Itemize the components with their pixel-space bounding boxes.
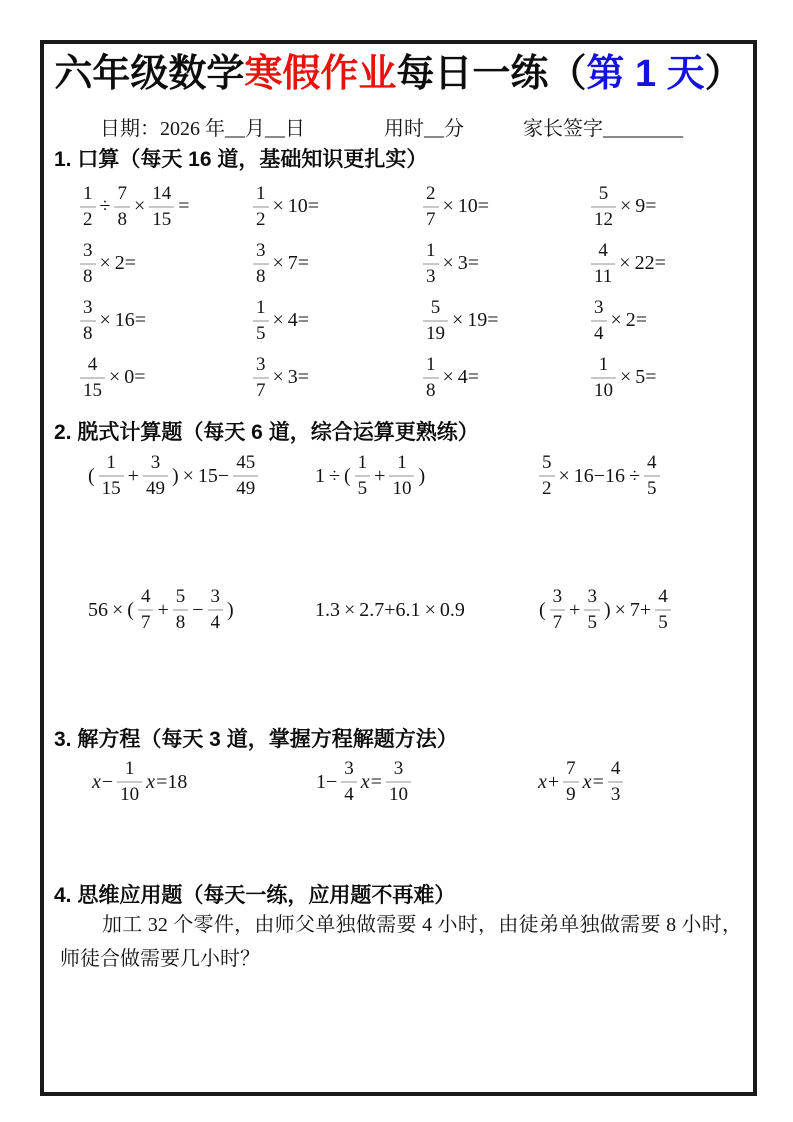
oral-problem: $\frac{4}{11}$ × 22=	[589, 235, 750, 292]
title-daily: 每日一练	[396, 53, 549, 95]
title-day-blue: 第 1 天	[586, 53, 705, 95]
oral-problem: $\frac{5}{12}$ × 9=	[589, 178, 750, 235]
fraction: $\frac{1}{5}$	[355, 452, 371, 500]
title-grade: 六年级数学	[54, 53, 245, 95]
title-paren-close: ）	[704, 53, 743, 95]
equation-problems-grid	[90, 753, 750, 811]
fraction: $\frac{3}{49}$	[143, 452, 168, 500]
oral-problem: $\frac{4}{15}$ × 0=	[78, 349, 251, 406]
fraction: $\frac{4}{7}$	[138, 586, 154, 634]
fraction: $\frac{7}{8}$	[114, 183, 130, 231]
evaluate-problem: 56 × ( $\frac{4}{7}$ + $\frac{5}{8}$ − $\frac{3}{4}$ )	[88, 586, 234, 633]
evaluate-problem: 1.3 × 2.7+6.1 × 0.9	[315, 598, 465, 621]
fraction: $\frac{1}{10}$	[389, 452, 414, 500]
fraction: $\frac{3}{5}$	[584, 586, 600, 634]
word-problem-text: 加工 32 个零件，由师父单独做需要 4 小时，由徒弟单独做需要 8 小时，师徒合做需要几小时？	[60, 914, 742, 970]
oral-problem: $\frac{2}{7}$ × 10=	[421, 178, 589, 235]
fraction: $\frac{14}{15}$	[149, 183, 174, 231]
section-3-heading: 3. 解方程（每天 3 道，掌握方程解题方法）	[54, 728, 458, 751]
fraction: $\frac{3}{4}$	[208, 586, 224, 634]
fraction: $\frac{3}{8}$	[253, 240, 269, 288]
fraction: $\frac{3}{8}$	[80, 297, 96, 345]
fraction: $\frac{1}{2}$	[80, 183, 96, 231]
equation-problem: x+ $\frac{7}{9}$ x= $\frac{4}{3}$	[536, 753, 750, 811]
oral-problem: $\frac{3}{8}$ × 16=	[78, 292, 251, 349]
oral-problem: $\frac{3}{7}$ × 3=	[251, 349, 421, 406]
section-1-heading: 1. 口算（每天 16 道，基础知识更扎实）	[54, 148, 428, 171]
fraction: $\frac{1}{3}$	[423, 240, 439, 288]
title-holiday-red: 寒假作业	[244, 53, 397, 95]
fraction: $\frac{5}{8}$	[173, 586, 189, 634]
oral-problem: $\frac{1}{5}$ × 4=	[251, 292, 421, 349]
title-paren-open: （	[548, 53, 587, 95]
evaluate-problem: 1 ÷ ( $\frac{1}{5}$ + $\frac{1}{10}$ )	[315, 452, 426, 499]
fraction: $\frac{5}{2}$	[539, 452, 555, 500]
evaluate-problem: ( $\frac{1}{15}$ + $\frac{3}{49}$ ) × 15− $\frac{45}{49}$	[86, 447, 313, 505]
oral-problems-grid	[78, 178, 750, 406]
section-2-heading: 2. 脱式计算题（每天 6 道，综合运算更熟练）	[54, 421, 479, 444]
fraction: $\frac{1}{5}$	[253, 297, 269, 345]
fraction: $\frac{5}{12}$	[591, 183, 616, 231]
fraction: $\frac{1}{2}$	[253, 183, 269, 231]
evaluate-problem: $\frac{5}{2}$ × 16−16 ÷ $\frac{4}{5}$	[537, 447, 750, 505]
meta-line	[44, 112, 753, 142]
oral-problem: $\frac{1}{3}$ × 3=	[421, 235, 589, 292]
date-field: 日期：2026 年__月__日	[100, 118, 305, 140]
evaluate-problem: ( $\frac{3}{7}$ + $\frac{3}{5}$ ) × 7+ $\frac{4}{5}$	[537, 581, 750, 639]
fraction: $\frac{3}{4}$	[591, 297, 607, 345]
fraction: $\frac{2}{7}$	[423, 183, 439, 231]
evaluate-problems-grid	[86, 447, 750, 639]
oral-problem: $\frac{3}{8}$ × 2=	[78, 235, 251, 292]
fraction: $\frac{4}{5}$	[655, 586, 671, 634]
fraction: $\frac{3}{7}$	[253, 354, 269, 402]
worksheet-page	[40, 40, 757, 1096]
fraction: $\frac{4}{11}$	[591, 240, 615, 288]
time-field: 用时__分	[384, 118, 464, 140]
fraction: $\frac{3}{4}$	[341, 758, 357, 806]
oral-problem: $\frac{3}{8}$ × 7=	[251, 235, 421, 292]
equation-problem: 1− $\frac{3}{4}$ x= $\frac{3}{10}$	[314, 753, 536, 811]
fraction: $\frac{3}{8}$	[80, 240, 96, 288]
signature-field: 家长签字________	[523, 118, 683, 140]
fraction: $\frac{1}{10}$	[117, 758, 142, 806]
oral-problem: $\frac{1}{2}$ × 10=	[251, 178, 421, 235]
fraction: $\frac{7}{9}$	[563, 758, 579, 806]
fraction: $\frac{1}{15}$	[99, 452, 124, 500]
fraction: $\frac{4}{3}$	[608, 758, 624, 806]
fraction: $\frac{3}{7}$	[550, 586, 566, 634]
fraction: $\frac{4}{5}$	[644, 452, 660, 500]
oral-problem: $\frac{5}{19}$ × 19=	[421, 292, 589, 349]
fraction: $\frac{4}{15}$	[80, 354, 105, 402]
fraction: $\frac{45}{49}$	[233, 452, 258, 500]
section-4-heading: 4. 思维应用题（每天一练，应用题不再难）	[54, 884, 456, 907]
oral-problem: $\frac{3}{4}$ × 2=	[589, 292, 750, 349]
fraction: $\frac{1}{8}$	[423, 354, 439, 402]
oral-problem: $\frac{1}{2}$ ÷ $\frac{7}{8}$ × $\frac{14}{15}$ =	[78, 178, 251, 235]
fraction: $\frac{3}{10}$	[386, 758, 411, 806]
oral-problem: $\frac{1}{10}$ × 5=	[589, 349, 750, 406]
fraction: $\frac{5}{19}$	[423, 297, 448, 345]
oral-problem: $\frac{1}{8}$ × 4=	[421, 349, 589, 406]
equation-problem: x− $\frac{1}{10}$ x=18	[92, 758, 188, 805]
fraction: $\frac{1}{10}$	[591, 354, 616, 402]
page-title	[44, 48, 753, 100]
